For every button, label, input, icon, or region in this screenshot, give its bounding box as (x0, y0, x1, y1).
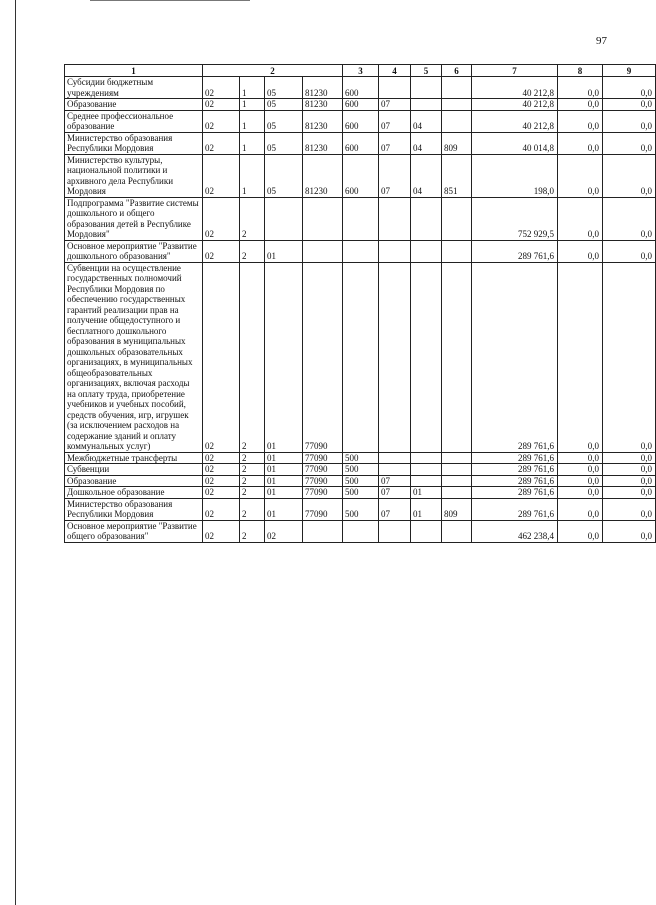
row-value-cell (379, 520, 411, 542)
row-value-cell (442, 475, 472, 487)
row-value-cell: 40 212,8 (472, 110, 558, 132)
row-value-cell: 0,0 (558, 464, 603, 476)
row-value-cell: 1 (240, 154, 265, 197)
row-name-cell: Образование (65, 99, 203, 111)
row-value-cell (379, 262, 411, 452)
row-value-cell: 01 (265, 487, 303, 499)
row-value-cell: 289 761,6 (472, 452, 558, 464)
row-value-cell (442, 464, 472, 476)
top-scan-mark (90, 0, 250, 1)
table-row (65, 99, 656, 111)
row-value-cell: 0,0 (603, 77, 656, 99)
row-value-cell: 2 (240, 498, 265, 520)
row-name-cell: Основное мероприятие "Развитие дошкольного образования" (65, 240, 203, 262)
row-value-cell (303, 197, 343, 240)
row-value-cell: 0,0 (603, 464, 656, 476)
row-value-cell (442, 77, 472, 99)
table-header-row (65, 65, 656, 77)
row-value-cell: 0,0 (603, 487, 656, 499)
row-value-cell (379, 452, 411, 464)
table-row (65, 475, 656, 487)
row-value-cell: 0,0 (558, 197, 603, 240)
row-value-cell: 0,0 (603, 132, 656, 154)
row-value-cell: 01 (265, 464, 303, 476)
row-value-cell: 0,0 (603, 99, 656, 111)
table-row (65, 132, 656, 154)
row-value-cell: 02 (265, 520, 303, 542)
row-value-cell: 2 (240, 240, 265, 262)
row-value-cell: 2 (240, 452, 265, 464)
row-name-cell: Министерство образования Республики Мордовия (65, 498, 203, 520)
row-value-cell: 0,0 (558, 154, 603, 197)
row-value-cell: 289 761,6 (472, 475, 558, 487)
row-value-cell: 07 (379, 132, 411, 154)
row-value-cell: 02 (203, 520, 240, 542)
row-value-cell (411, 475, 442, 487)
row-value-cell: 600 (343, 132, 379, 154)
row-value-cell: 0,0 (558, 262, 603, 452)
row-value-cell (379, 464, 411, 476)
row-value-cell: 2 (240, 262, 265, 452)
row-value-cell: 02 (203, 240, 240, 262)
row-value-cell: 1 (240, 77, 265, 99)
row-name-cell: Субвенции (65, 464, 203, 476)
row-value-cell: 01 (411, 487, 442, 499)
row-value-cell: 809 (442, 132, 472, 154)
row-value-cell: 0,0 (558, 240, 603, 262)
row-value-cell: 2 (240, 520, 265, 542)
row-value-cell: 40 212,8 (472, 77, 558, 99)
row-name-cell: Дошкольное образование (65, 487, 203, 499)
row-value-cell: 05 (265, 132, 303, 154)
row-value-cell (411, 464, 442, 476)
row-name-cell: Основное мероприятие "Развитие общего образования" (65, 520, 203, 542)
row-value-cell (411, 262, 442, 452)
header-col-5: 5 (411, 65, 442, 77)
row-value-cell (442, 197, 472, 240)
row-value-cell: 04 (411, 110, 442, 132)
row-value-cell (411, 520, 442, 542)
row-value-cell: 752 929,5 (472, 197, 558, 240)
row-value-cell: 0,0 (558, 487, 603, 499)
row-value-cell: 05 (265, 110, 303, 132)
row-value-cell: 0,0 (603, 475, 656, 487)
row-value-cell: 0,0 (603, 240, 656, 262)
row-value-cell (442, 520, 472, 542)
header-col-2: 2 (203, 65, 343, 77)
row-value-cell: 02 (203, 262, 240, 452)
row-value-cell: 289 761,6 (472, 487, 558, 499)
row-value-cell: 0,0 (603, 110, 656, 132)
row-value-cell (265, 197, 303, 240)
row-name-cell: Образование (65, 475, 203, 487)
row-value-cell: 0,0 (558, 99, 603, 111)
row-value-cell: 0,0 (558, 520, 603, 542)
row-value-cell: 81230 (303, 77, 343, 99)
row-value-cell: 289 761,6 (472, 498, 558, 520)
row-value-cell: 02 (203, 452, 240, 464)
row-value-cell: 1 (240, 132, 265, 154)
row-value-cell (442, 452, 472, 464)
header-col-7: 7 (472, 65, 558, 77)
row-value-cell (379, 77, 411, 99)
row-value-cell (343, 520, 379, 542)
row-value-cell: 1 (240, 99, 265, 111)
table-row (65, 240, 656, 262)
table-row (65, 77, 656, 99)
table-row (65, 498, 656, 520)
row-name-cell: Подпрограмма "Развитие системы дошкольного и общего образования детей в Республике Мордовия" (65, 197, 203, 240)
row-value-cell: 1 (240, 110, 265, 132)
row-value-cell: 600 (343, 110, 379, 132)
row-value-cell: 01 (265, 475, 303, 487)
row-value-cell: 05 (265, 154, 303, 197)
row-value-cell: 600 (343, 77, 379, 99)
row-value-cell: 0,0 (558, 110, 603, 132)
row-value-cell (442, 99, 472, 111)
row-value-cell (379, 240, 411, 262)
row-value-cell: 600 (343, 99, 379, 111)
row-value-cell: 0,0 (558, 77, 603, 99)
table-row (65, 262, 656, 452)
row-value-cell: 01 (265, 498, 303, 520)
row-value-cell: 500 (343, 498, 379, 520)
row-value-cell: 02 (203, 154, 240, 197)
table-row (65, 452, 656, 464)
row-value-cell: 500 (343, 475, 379, 487)
header-col-9: 9 (603, 65, 656, 77)
row-value-cell: 77090 (303, 262, 343, 452)
row-value-cell: 500 (343, 452, 379, 464)
row-value-cell: 0,0 (603, 498, 656, 520)
table-row (65, 197, 656, 240)
row-value-cell: 289 761,6 (472, 262, 558, 452)
row-value-cell: 81230 (303, 132, 343, 154)
row-value-cell: 01 (265, 452, 303, 464)
row-value-cell: 2 (240, 487, 265, 499)
row-value-cell: 07 (379, 154, 411, 197)
row-value-cell: 05 (265, 99, 303, 111)
row-value-cell: 289 761,6 (472, 240, 558, 262)
table-body (65, 77, 656, 543)
row-value-cell (411, 240, 442, 262)
row-value-cell (442, 262, 472, 452)
row-value-cell (442, 110, 472, 132)
row-value-cell (411, 77, 442, 99)
row-value-cell: 07 (379, 99, 411, 111)
row-name-cell: Министерство образования Республики Мордовия (65, 132, 203, 154)
row-value-cell (411, 197, 442, 240)
row-name-cell: Министерство культуры, национальной политики и архивного дела Республики Мордовия (65, 154, 203, 197)
row-value-cell: 07 (379, 487, 411, 499)
row-name-cell: Субсидии бюджетным учреждениям (65, 77, 203, 99)
row-value-cell (303, 520, 343, 542)
row-value-cell: 809 (442, 498, 472, 520)
header-col-6: 6 (442, 65, 472, 77)
row-value-cell: 40 212,8 (472, 99, 558, 111)
row-value-cell (411, 99, 442, 111)
row-value-cell: 02 (203, 498, 240, 520)
row-value-cell: 02 (203, 487, 240, 499)
row-value-cell: 02 (203, 77, 240, 99)
row-value-cell (379, 197, 411, 240)
row-value-cell: 2 (240, 475, 265, 487)
row-value-cell: 02 (203, 132, 240, 154)
row-name-cell: Среднее профессиональное образование (65, 110, 203, 132)
row-value-cell: 289 761,6 (472, 464, 558, 476)
row-value-cell: 2 (240, 464, 265, 476)
row-value-cell: 0,0 (603, 452, 656, 464)
row-value-cell: 02 (203, 475, 240, 487)
row-value-cell: 01 (265, 240, 303, 262)
row-value-cell: 01 (411, 498, 442, 520)
row-value-cell (411, 452, 442, 464)
header-col-4: 4 (379, 65, 411, 77)
row-value-cell: 02 (203, 110, 240, 132)
row-value-cell: 851 (442, 154, 472, 197)
row-value-cell: 0,0 (603, 520, 656, 542)
row-value-cell (343, 197, 379, 240)
row-value-cell: 07 (379, 110, 411, 132)
page-left-edge (15, 0, 16, 905)
row-value-cell: 77090 (303, 487, 343, 499)
row-value-cell: 0,0 (558, 498, 603, 520)
row-value-cell: 0,0 (603, 197, 656, 240)
header-col-8: 8 (558, 65, 603, 77)
row-value-cell: 77090 (303, 498, 343, 520)
row-value-cell (343, 262, 379, 452)
row-value-cell (442, 487, 472, 499)
table-row (65, 487, 656, 499)
row-value-cell: 2 (240, 197, 265, 240)
table-row (65, 464, 656, 476)
row-value-cell: 40 014,8 (472, 132, 558, 154)
row-value-cell: 77090 (303, 452, 343, 464)
row-name-cell: Субвенции на осуществление государственных полномочий Республики Мордовия по обеспечению государственных гарантий реализации прав на получение общедоступного и бесплатного дошкольного образования в муниципальных дошкольных образовательных организациях, в муниципальных общеобразовательных организациях, включая расходы на оплату труда, приобретение учебников и учебных пособий, средств обучения, игр, игрушек (за исключением расходов на содержание зданий и оплату коммунальных услуг) (65, 262, 203, 452)
row-value-cell: 02 (203, 197, 240, 240)
row-value-cell: 0,0 (603, 262, 656, 452)
row-value-cell: 07 (379, 498, 411, 520)
row-value-cell: 500 (343, 487, 379, 499)
header-col-1: 1 (65, 65, 203, 77)
page-number: 97 (596, 35, 607, 47)
row-value-cell: 81230 (303, 154, 343, 197)
table-row (65, 110, 656, 132)
row-value-cell: 07 (379, 475, 411, 487)
row-value-cell: 77090 (303, 464, 343, 476)
row-value-cell: 0,0 (603, 154, 656, 197)
row-value-cell: 04 (411, 132, 442, 154)
row-value-cell (303, 240, 343, 262)
row-value-cell: 462 238,4 (472, 520, 558, 542)
row-value-cell: 81230 (303, 110, 343, 132)
table-row (65, 154, 656, 197)
row-value-cell: 0,0 (558, 475, 603, 487)
row-value-cell: 02 (203, 464, 240, 476)
header-col-3: 3 (343, 65, 379, 77)
row-value-cell: 01 (265, 262, 303, 452)
row-value-cell: 04 (411, 154, 442, 197)
row-value-cell: 198,0 (472, 154, 558, 197)
row-value-cell: 05 (265, 77, 303, 99)
budget-table (64, 64, 656, 543)
row-value-cell: 0,0 (558, 132, 603, 154)
table-row (65, 520, 656, 542)
row-value-cell: 02 (203, 99, 240, 111)
row-value-cell (343, 240, 379, 262)
row-name-cell: Межбюджетные трансферты (65, 452, 203, 464)
row-value-cell: 81230 (303, 99, 343, 111)
row-value-cell: 77090 (303, 475, 343, 487)
row-value-cell (442, 240, 472, 262)
row-value-cell: 600 (343, 154, 379, 197)
row-value-cell: 0,0 (558, 452, 603, 464)
row-value-cell: 500 (343, 464, 379, 476)
